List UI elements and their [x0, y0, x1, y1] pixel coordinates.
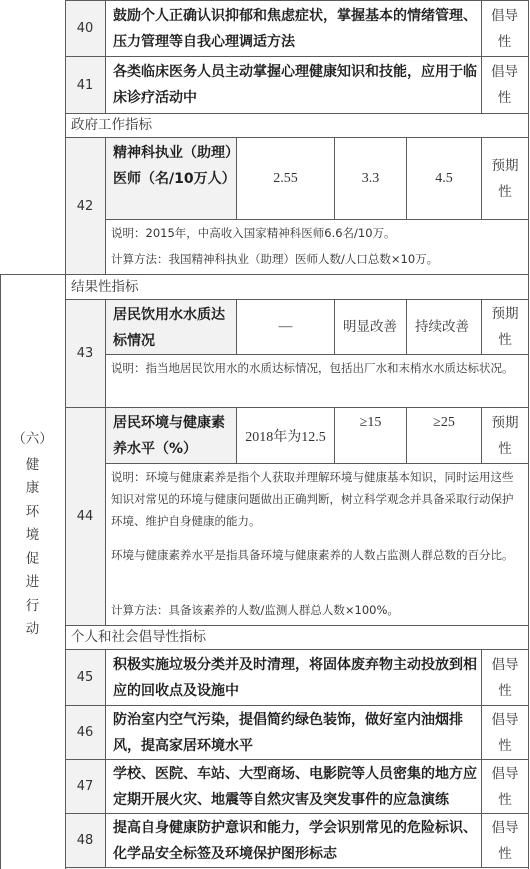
grid-line — [65, 56, 529, 57]
target-2030: 4.5 — [435, 170, 453, 186]
row-number: 46 — [76, 725, 94, 740]
category-char: 健 — [25, 456, 40, 473]
grid-line — [406, 299, 407, 355]
type-tag: 倡导性 — [491, 656, 519, 699]
row-number: 42 — [76, 198, 94, 214]
row-number: 47 — [76, 779, 94, 794]
note-text: 说明：指当地居民饮用水的水质达标情况，包括出厂水和末梢水水质达标状况。 — [111, 361, 514, 375]
section-heading-result: 结果性指标 — [71, 279, 139, 295]
category-char: 动 — [25, 621, 40, 637]
category-cell — [0, 428, 65, 668]
grid-line — [65, 759, 529, 760]
grid-line — [105, 463, 529, 464]
row-number: 44 — [76, 509, 94, 524]
method-text: 计算方法：我国精神科执业（助理）医师人数/人口总数×10万。 — [111, 252, 439, 266]
indicator-text: 鼓励个人正确认识抑郁和焦虑症状，掌握基本的情绪管理、压力管理等自我心理调适方法 — [113, 8, 477, 50]
target-2022: ≥15 — [359, 415, 382, 430]
indicator-text: 居民饮用水水质达标情况 — [113, 307, 225, 349]
category-paren: （六） — [12, 431, 53, 447]
note-text: 环境与健康素养水平是指具备环境与健康素养的人数占监测人群总数的百分比。 — [111, 548, 514, 562]
grid-line — [65, 705, 529, 706]
grid-line — [65, 0, 529, 1]
grid-line — [105, 299, 106, 626]
category-char: 环 — [25, 503, 40, 520]
section-heading-advocacy: 个人和社会倡导性指标 — [71, 629, 206, 645]
row-number: 40 — [76, 21, 94, 36]
indicator-text: 学校、医院、车站、大型商场、电影院等人员密集的地方应定期开展火灾、地震等自然灾害及突发事件的应急演练 — [113, 766, 477, 808]
type-tag: 倡导性 — [491, 711, 519, 754]
indicator-text: 各类临床医务人员主动掌握心理健康知识和技能，应用于临床诊疗活动中 — [113, 64, 477, 106]
note-text: 说明：2015年，中高收入国家精神科医师6.6名/10万。 — [111, 226, 396, 240]
indicator-text: 精神科执业（助理）医师（名/10万人） — [113, 145, 236, 187]
row-number: 41 — [76, 77, 94, 93]
type-tag: 预期性 — [491, 306, 519, 348]
row-number: 48 — [76, 833, 94, 848]
type-tag: 预期性 — [491, 414, 519, 457]
category-char: 进 — [25, 574, 40, 590]
grid-line — [105, 219, 529, 220]
category-char: 境 — [25, 527, 40, 543]
indicator-text: 积极实施垃圾分类并及时清理，将固体废弃物主动投放到相应的回收点及设施中 — [113, 657, 477, 699]
type-tag: 倡导性 — [491, 7, 518, 50]
grid-line — [0, 274, 529, 275]
category-char: 康 — [25, 480, 40, 496]
target-2022: 3.3 — [361, 170, 380, 186]
grid-line — [65, 813, 529, 814]
grid-line — [65, 867, 529, 868]
indicator-text: 居民环境与健康素养水平（%） — [113, 415, 225, 457]
row-number: 45 — [76, 670, 94, 685]
indicator-text: 防治室内空气污染，提倡简约绿色装饰，做好室内油烟排风，提高家居环境水平 — [113, 712, 463, 754]
type-tag: 倡导性 — [491, 819, 519, 862]
baseline-value: 2018年为12.5 — [245, 429, 326, 445]
target-2030: 持续改善 — [415, 319, 469, 335]
indicator-text: 提高自身健康防护意识和能力，学会识别常见的危险标识、化学品安全标签及环境保护图形标志 — [113, 820, 477, 862]
category-char: 促 — [25, 550, 40, 567]
baseline-value: — — [278, 319, 293, 334]
grid-line — [105, 649, 106, 868]
type-tag: 倡导性 — [491, 64, 518, 106]
method-text: 计算方法：具备该素养的人数/监测人群总人数×100%。 — [111, 603, 399, 617]
grid-line — [105, 0, 106, 113]
type-tag: 预期性 — [491, 157, 519, 200]
section-heading-gov: 政府工作指标 — [71, 117, 152, 133]
target-2022: 明显改善 — [343, 319, 397, 335]
row-number: 43 — [76, 346, 94, 361]
target-2030: ≥25 — [433, 415, 455, 430]
category-char: 行 — [25, 597, 40, 614]
grid-line — [528, 0, 529, 869]
grid-line — [334, 299, 335, 355]
note-text: 说明：环境与健康素养是指个人获取并理解环境与健康基本知识，同时运用这些知识对常见的环境与健康问题做出正确判断，树立科学观念并具备采取行动保护环境、维护自身健康的能力。 — [111, 470, 514, 528]
type-tag: 倡导性 — [491, 765, 519, 808]
baseline-value: 2.55 — [273, 170, 298, 186]
grid-line — [105, 354, 529, 355]
grid-line — [65, 649, 529, 650]
